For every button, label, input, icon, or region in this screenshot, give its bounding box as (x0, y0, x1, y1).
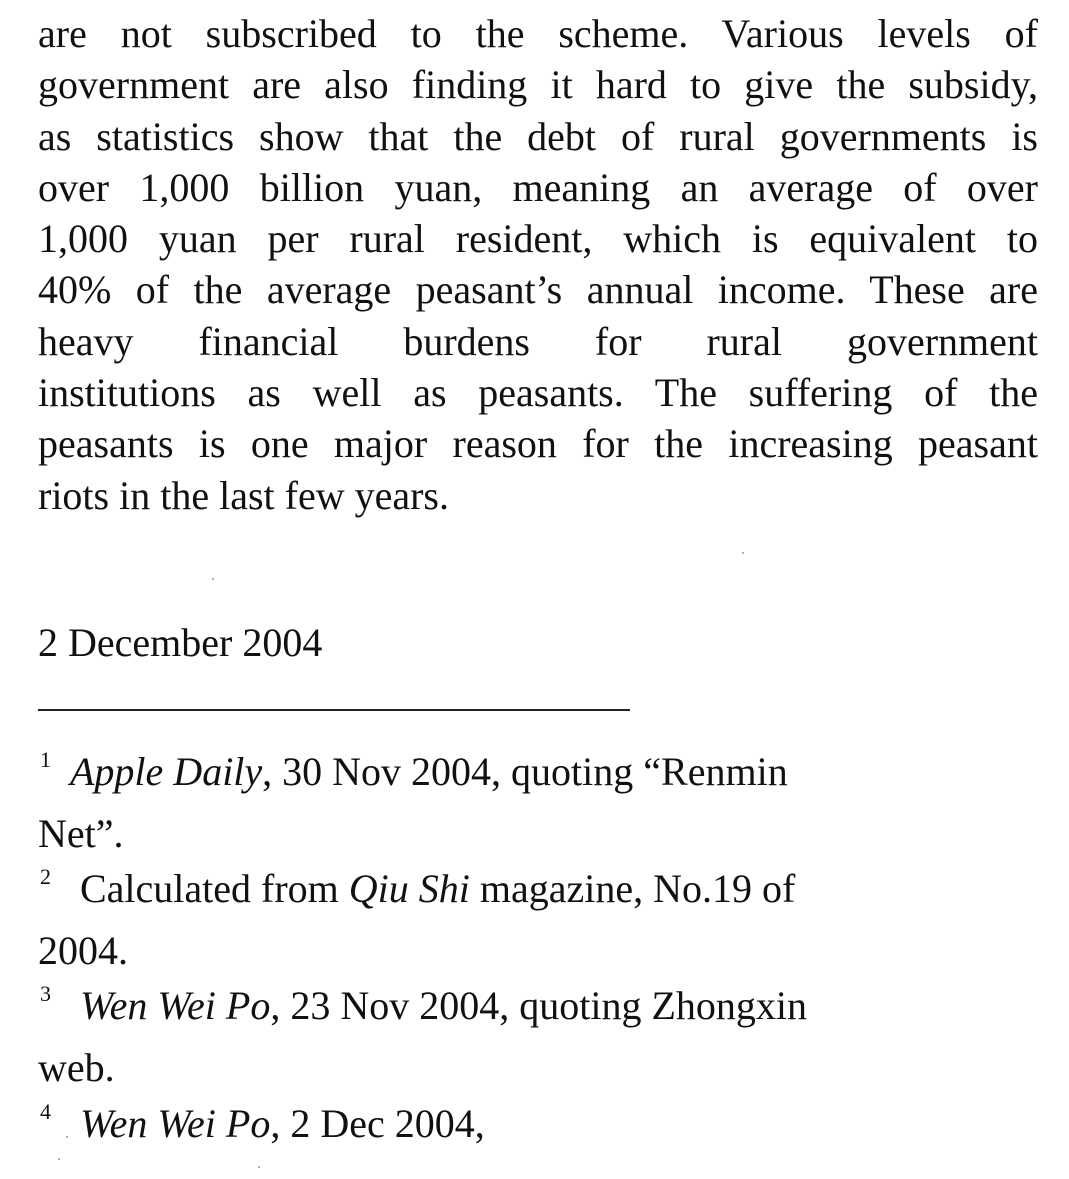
scan-speck (58, 1158, 60, 1160)
footnote-text: , 30 Nov 2004, quoting “Renmin (262, 749, 788, 794)
footnote-continuation: web. (38, 1044, 115, 1090)
footnote-number: 4 (40, 1098, 51, 1124)
footnote-line (38, 744, 1038, 806)
footnote-line (38, 978, 1038, 1040)
footnote-number: 3 (40, 981, 51, 1007)
body-paragraph (38, 8, 1038, 521)
footnote-source: Qiu Shi (348, 866, 470, 912)
body-line: 1,000 yuan per rural resident, which is equivalent to (38, 216, 1038, 262)
footnote-text: , 23 Nov 2004, quoting Zhongxin (270, 983, 808, 1029)
footnote-divider (38, 709, 630, 711)
footnote-text: magazine, No.19 of (469, 866, 796, 912)
body-line: heavy financial burdens for rural government (38, 318, 1038, 364)
body-line: over 1,000 billion yuan, meaning an average of over (38, 164, 1038, 210)
footnote-source: Apple Daily (70, 749, 263, 794)
body-line: peasants is one major reason for the increasing peasant (38, 421, 1038, 467)
footnote-item (38, 744, 1038, 861)
footnote-number: 2 (40, 864, 51, 890)
footnote-line (38, 1096, 1038, 1158)
footnote-text: Calculated from (80, 866, 349, 912)
document-date: 2 December 2004 (38, 620, 323, 665)
body-line: government are also finding it hard to give the subsidy, (38, 62, 1038, 108)
footnote-continuation: Net”. (38, 810, 124, 856)
footnote-text: , 2 Dec 2004, (270, 1100, 485, 1146)
footnote-item (38, 978, 1038, 1095)
body-line: are not subscribed to the scheme. Various levels of (38, 11, 1038, 56)
body-line: 40% of the average peasant’s annual income. These are (38, 267, 1038, 313)
scan-speck (212, 578, 214, 580)
body-line: riots in the last few years. (38, 472, 449, 518)
scan-speck (66, 1136, 68, 1138)
body-line: institutions as well as peasants. The suffering of the (38, 370, 1038, 416)
footnote-item (38, 1096, 1038, 1158)
scan-speck (742, 552, 744, 554)
footnote-source: Wen Wei Po (80, 983, 271, 1029)
footnote-item (38, 861, 1038, 978)
footnote-number: 1 (40, 747, 51, 772)
footnote-source: Wen Wei Po (80, 1100, 271, 1146)
footnotes-section (38, 744, 1038, 1157)
body-line: as statistics show that the debt of rural governments is (38, 113, 1038, 159)
footnote-line (38, 861, 1038, 923)
scan-speck (258, 1166, 260, 1168)
footnote-continuation: 2004. (38, 927, 128, 973)
